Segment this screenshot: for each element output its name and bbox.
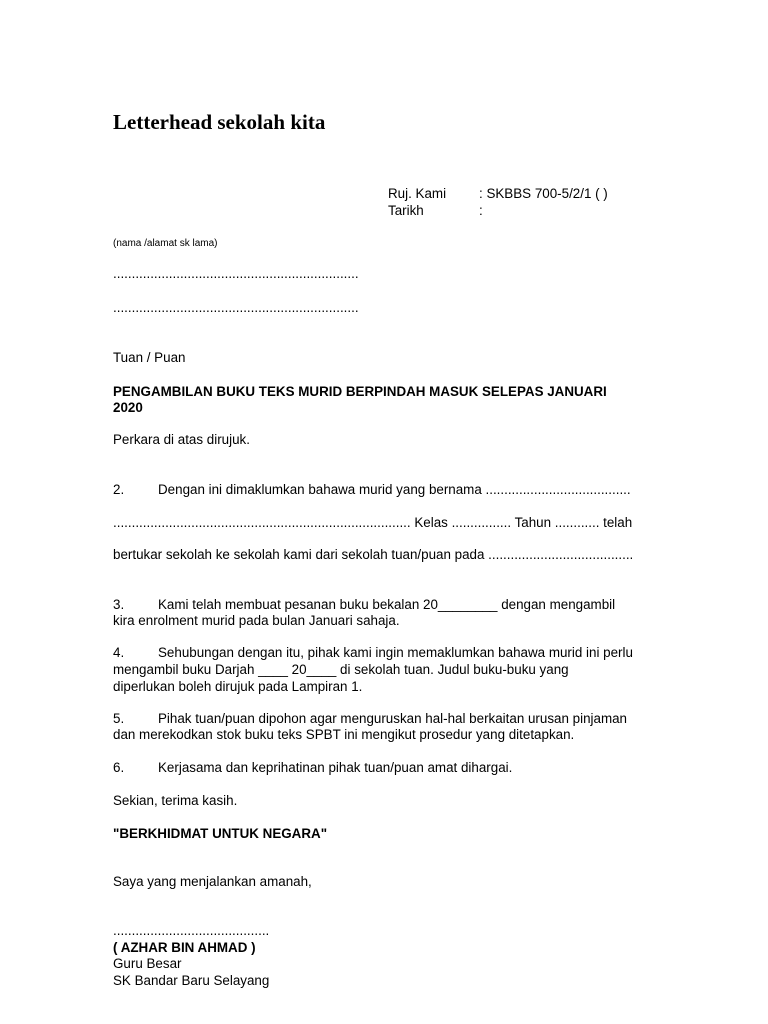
paragraph-3-line-1: Kami telah membuat pesanan buku bekalan 20________ dengan mengambil <box>158 597 616 612</box>
salutation: Tuan / Puan <box>113 350 186 365</box>
ref-value: : SKBBS 700-5/2/1 ( ) <box>479 186 608 201</box>
paragraph-6-number: 6. <box>113 760 125 775</box>
name-open-paren: ( <box>113 940 121 955</box>
paragraph-6-line-1: Kerjasama dan keprihatinan pihak tuan/puan amat dihargai. <box>158 760 513 775</box>
paragraph-4-line-2: mengambil buku Darjah ____ 20____ di sekolah tuan. Judul buku-buku yang <box>113 662 569 677</box>
sign-off: Saya yang menjalankan amanah, <box>113 874 312 889</box>
ref-label: Ruj. Kami <box>388 186 447 201</box>
paragraph-2-line-2: ................................................................................ Kelas ................ Tahun ............ telah <box>113 515 633 530</box>
paragraph-5-line-1: Pihak tuan/puan dipohon agar menguruskan hal-hal berkaitan urusan pinjaman <box>158 711 627 726</box>
recipient-line-1: .................................................................. <box>113 266 359 281</box>
paragraph-5-line-2: dan merekodkan stok buku teks SPBT ini mengikut prosedur yang ditetapkan. <box>113 727 575 742</box>
paragraph-2-number: 2. <box>113 482 125 497</box>
name-close-paren: ) <box>247 940 256 955</box>
date-label: Tarikh <box>388 203 424 218</box>
subject-line-1: PENGAMBILAN BUKU TEKS MURID BERPINDAH MASUK SELEPAS JANUARI <box>113 384 607 399</box>
paragraph-4-line-3: diperlukan boleh dirujuk pada Lampiran 1. <box>113 679 363 694</box>
subject-line-2: 2020 <box>113 400 143 415</box>
paragraph-2-line-3: bertukar sekolah ke sekolah kami dari sekolah tuan/puan pada ....................................... <box>113 547 634 562</box>
recipient-note: (nama /alamat sk lama) <box>113 238 218 249</box>
name-text: AZHAR BIN AHMAD <box>120 940 248 955</box>
paragraph-4-line-1: Sehubungan dengan itu, pihak kami ingin memaklumkan bahawa murid ini perlu <box>158 645 633 660</box>
reference-line: Perkara di atas dirujuk. <box>113 432 250 447</box>
paragraph-4-number: 4. <box>113 645 125 660</box>
letterhead-title: Letterhead sekolah kita <box>113 110 326 134</box>
motto: "BERKHIDMAT UNTUK NEGARA" <box>113 826 328 841</box>
signature-line: .......................................... <box>113 923 270 938</box>
signatory-name <box>113 940 256 956</box>
paragraph-3-number: 3. <box>113 597 125 612</box>
paragraph-3-line-2: kira enrolment murid pada bulan Januari sahaja. <box>113 613 400 628</box>
recipient-line-2: .................................................................. <box>113 300 359 315</box>
paragraph-5-number: 5. <box>113 711 125 726</box>
signatory-school: SK Bandar Baru Selayang <box>113 973 270 988</box>
paragraph-2-line-1: Dengan ini dimaklumkan bahawa murid yang bernama ....................................... <box>158 482 631 497</box>
signatory-title: Guru Besar <box>113 956 182 971</box>
date-value: : <box>479 203 483 218</box>
closing: Sekian, terima kasih. <box>113 793 238 808</box>
